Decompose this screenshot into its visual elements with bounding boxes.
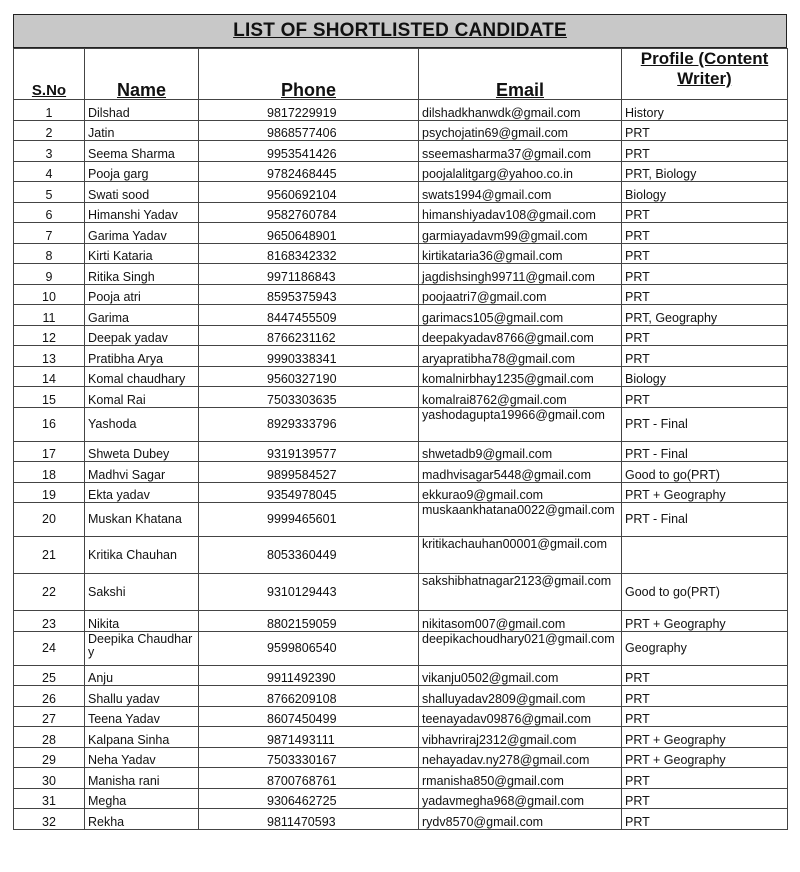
cell-phone: 8766231162 — [199, 325, 419, 346]
cell-sno: 19 — [14, 482, 85, 503]
cell-name: Pratibha Arya — [85, 346, 199, 367]
cell-sno: 17 — [14, 441, 85, 462]
cell-name: Garima — [85, 305, 199, 326]
cell-phone: 9560692104 — [199, 182, 419, 203]
cell-email: garmiayadavm99@gmail.com — [419, 223, 622, 244]
cell-phone: 9354978045 — [199, 482, 419, 503]
cell-profile: PRT + Geography — [622, 747, 788, 768]
cell-name: Deepika Chaudhary — [85, 631, 199, 665]
cell-email: nikitasom007@gmail.com — [419, 611, 622, 632]
cell-sno: 12 — [14, 325, 85, 346]
table-row — [14, 120, 788, 141]
cell-profile: PRT — [622, 243, 788, 264]
cell-profile: PRT + Geography — [622, 482, 788, 503]
cell-email: komalnirbhay1235@gmail.com — [419, 366, 622, 387]
cell-email: deepakyadav8766@gmail.com — [419, 325, 622, 346]
cell-email: rydv8570@gmail.com — [419, 809, 622, 830]
cell-name: Shallu yadav — [85, 686, 199, 707]
table-row — [14, 727, 788, 748]
cell-email: nehayadav.ny278@gmail.com — [419, 747, 622, 768]
cell-name: Ritika Singh — [85, 264, 199, 285]
cell-name: Kritika Chauhan — [85, 537, 199, 574]
cell-sno: 25 — [14, 665, 85, 686]
cell-profile — [622, 537, 788, 574]
cell-sno: 1 — [14, 100, 85, 121]
cell-phone: 9582760784 — [199, 202, 419, 223]
cell-name: Komal chaudhary — [85, 366, 199, 387]
cell-profile: PRT — [622, 686, 788, 707]
cell-name: Megha — [85, 788, 199, 809]
cell-phone: 9650648901 — [199, 223, 419, 244]
cell-name: Ekta yadav — [85, 482, 199, 503]
cell-profile: PRT — [622, 706, 788, 727]
cell-profile: PRT — [622, 202, 788, 223]
cell-sno: 24 — [14, 631, 85, 665]
cell-profile: PRT + Geography — [622, 611, 788, 632]
cell-phone: 9306462725 — [199, 788, 419, 809]
table-row — [14, 482, 788, 503]
table-row — [14, 665, 788, 686]
cell-email: shwetadb9@gmail.com — [419, 441, 622, 462]
table-row — [14, 747, 788, 768]
cell-phone: 9310129443 — [199, 574, 419, 611]
cell-sno: 5 — [14, 182, 85, 203]
cell-phone: 8700768761 — [199, 768, 419, 789]
cell-name: Yashoda — [85, 407, 199, 441]
cell-email: muskaankhatana0022@gmail.com — [419, 503, 622, 537]
header-email: Email — [419, 49, 622, 100]
cell-email: sseemasharma37@gmail.com — [419, 141, 622, 162]
table-row — [14, 100, 788, 121]
cell-profile: PRT — [622, 223, 788, 244]
cell-name: Pooja atri — [85, 284, 199, 305]
cell-email: madhvisagar5448@gmail.com — [419, 462, 622, 483]
cell-profile: PRT — [622, 120, 788, 141]
table-row — [14, 686, 788, 707]
cell-phone: 9599806540 — [199, 631, 419, 665]
cell-profile: Geography — [622, 631, 788, 665]
cell-email: psychojatin69@gmail.com — [419, 120, 622, 141]
table-row — [14, 611, 788, 632]
table-row — [14, 441, 788, 462]
table-row — [14, 161, 788, 182]
table-row — [14, 503, 788, 537]
cell-name: Manisha rani — [85, 768, 199, 789]
cell-name: Kirti Kataria — [85, 243, 199, 264]
cell-sno: 27 — [14, 706, 85, 727]
cell-phone: 8447455509 — [199, 305, 419, 326]
cell-phone: 9999465601 — [199, 503, 419, 537]
candidate-table — [13, 48, 788, 830]
cell-name: Neha Yadav — [85, 747, 199, 768]
table-row — [14, 366, 788, 387]
cell-phone: 9990338341 — [199, 346, 419, 367]
cell-name: Himanshi Yadav — [85, 202, 199, 223]
cell-email: sakshibhatnagar2123@gmail.com — [419, 574, 622, 611]
cell-phone: 9868577406 — [199, 120, 419, 141]
cell-phone: 9782468445 — [199, 161, 419, 182]
table-row — [14, 141, 788, 162]
cell-sno: 6 — [14, 202, 85, 223]
cell-sno: 3 — [14, 141, 85, 162]
cell-name: Sakshi — [85, 574, 199, 611]
cell-sno: 29 — [14, 747, 85, 768]
cell-phone: 9817229919 — [199, 100, 419, 121]
cell-sno: 26 — [14, 686, 85, 707]
cell-profile: PRT — [622, 788, 788, 809]
cell-sno: 10 — [14, 284, 85, 305]
cell-email: yadavmegha968@gmail.com — [419, 788, 622, 809]
cell-sno: 16 — [14, 407, 85, 441]
cell-email: komalrai8762@gmail.com — [419, 387, 622, 408]
cell-sno: 2 — [14, 120, 85, 141]
cell-email: garimacs105@gmail.com — [419, 305, 622, 326]
cell-name: Muskan Khatana — [85, 503, 199, 537]
table-row — [14, 407, 788, 441]
cell-email: vibhavriraj2312@gmail.com — [419, 727, 622, 748]
cell-profile: Good to go(PRT) — [622, 574, 788, 611]
cell-sno: 15 — [14, 387, 85, 408]
header-name: Name — [85, 49, 199, 100]
cell-profile: Biology — [622, 182, 788, 203]
cell-email: poojaatri7@gmail.com — [419, 284, 622, 305]
cell-phone: 9560327190 — [199, 366, 419, 387]
cell-name: Seema Sharma — [85, 141, 199, 162]
cell-phone: 9871493111 — [199, 727, 419, 748]
cell-phone: 9319139577 — [199, 441, 419, 462]
cell-profile: PRT — [622, 346, 788, 367]
cell-profile: Biology — [622, 366, 788, 387]
cell-sno: 28 — [14, 727, 85, 748]
cell-name: Madhvi Sagar — [85, 462, 199, 483]
table-row — [14, 305, 788, 326]
cell-phone: 8766209108 — [199, 686, 419, 707]
cell-name: Garima Yadav — [85, 223, 199, 244]
page-title: LIST OF SHORTLISTED CANDIDATE — [13, 14, 787, 48]
cell-sno: 22 — [14, 574, 85, 611]
cell-email: teenayadav09876@gmail.com — [419, 706, 622, 727]
cell-email: shalluyadav2809@gmail.com — [419, 686, 622, 707]
cell-email: vikanju0502@gmail.com — [419, 665, 622, 686]
cell-sno: 4 — [14, 161, 85, 182]
table-row — [14, 768, 788, 789]
cell-name: Anju — [85, 665, 199, 686]
cell-email: deepikachoudhary021@gmail.com — [419, 631, 622, 665]
cell-phone: 9811470593 — [199, 809, 419, 830]
cell-sno: 18 — [14, 462, 85, 483]
cell-profile: PRT — [622, 809, 788, 830]
cell-name: Deepak yadav — [85, 325, 199, 346]
cell-phone: 7503330167 — [199, 747, 419, 768]
table-row — [14, 284, 788, 305]
cell-email: aryapratibha78@gmail.com — [419, 346, 622, 367]
cell-phone: 9899584527 — [199, 462, 419, 483]
header-sno: S.No — [14, 49, 85, 100]
header-row — [14, 49, 788, 100]
cell-phone: 7503303635 — [199, 387, 419, 408]
cell-email: kritikachauhan00001@gmail.com — [419, 537, 622, 574]
cell-name: Jatin — [85, 120, 199, 141]
cell-sno: 14 — [14, 366, 85, 387]
cell-name: Dilshad — [85, 100, 199, 121]
cell-profile: PRT — [622, 325, 788, 346]
cell-email: kirtikataria36@gmail.com — [419, 243, 622, 264]
table-row — [14, 202, 788, 223]
cell-phone: 8168342332 — [199, 243, 419, 264]
cell-profile: PRT - Final — [622, 407, 788, 441]
cell-name: Kalpana Sinha — [85, 727, 199, 748]
table-row — [14, 264, 788, 285]
cell-phone: 8607450499 — [199, 706, 419, 727]
cell-phone: 9953541426 — [199, 141, 419, 162]
cell-phone: 8802159059 — [199, 611, 419, 632]
cell-profile: PRT — [622, 264, 788, 285]
table-body — [14, 100, 788, 830]
table-row — [14, 809, 788, 830]
header-phone: Phone — [199, 49, 419, 100]
cell-phone: 9911492390 — [199, 665, 419, 686]
cell-email: poojalalitgarg@yahoo.co.in — [419, 161, 622, 182]
cell-sno: 31 — [14, 788, 85, 809]
cell-email: himanshiyadav108@gmail.com — [419, 202, 622, 223]
cell-sno: 30 — [14, 768, 85, 789]
cell-profile: PRT — [622, 387, 788, 408]
cell-sno: 9 — [14, 264, 85, 285]
cell-sno: 23 — [14, 611, 85, 632]
cell-profile: History — [622, 100, 788, 121]
cell-name: Komal Rai — [85, 387, 199, 408]
cell-sno: 7 — [14, 223, 85, 244]
cell-profile: PRT — [622, 665, 788, 686]
cell-email: rmanisha850@gmail.com — [419, 768, 622, 789]
table-row — [14, 574, 788, 611]
table-row — [14, 223, 788, 244]
cell-profile: PRT, Biology — [622, 161, 788, 182]
cell-name: Rekha — [85, 809, 199, 830]
cell-name: Shweta Dubey — [85, 441, 199, 462]
cell-email: ekkurao9@gmail.com — [419, 482, 622, 503]
cell-email: dilshadkhanwdk@gmail.com — [419, 100, 622, 121]
cell-name: Teena Yadav — [85, 706, 199, 727]
cell-sno: 8 — [14, 243, 85, 264]
cell-phone: 8595375943 — [199, 284, 419, 305]
table-row — [14, 243, 788, 264]
cell-profile: PRT, Geography — [622, 305, 788, 326]
cell-name: Pooja garg — [85, 161, 199, 182]
cell-sno: 32 — [14, 809, 85, 830]
table-row — [14, 537, 788, 574]
cell-name: Swati sood — [85, 182, 199, 203]
cell-email: yashodagupta19966@gmail.com — [419, 407, 622, 441]
table-row — [14, 325, 788, 346]
cell-profile: PRT — [622, 768, 788, 789]
cell-sno: 20 — [14, 503, 85, 537]
cell-profile: PRT - Final — [622, 441, 788, 462]
table-row — [14, 462, 788, 483]
table-row — [14, 706, 788, 727]
candidate-sheet — [13, 14, 787, 830]
cell-profile: PRT — [622, 284, 788, 305]
cell-profile: PRT + Geography — [622, 727, 788, 748]
table-row — [14, 346, 788, 367]
cell-profile: Good to go(PRT) — [622, 462, 788, 483]
cell-phone: 8929333796 — [199, 407, 419, 441]
cell-sno: 21 — [14, 537, 85, 574]
cell-name: Nikita — [85, 611, 199, 632]
cell-sno: 13 — [14, 346, 85, 367]
cell-profile: PRT - Final — [622, 503, 788, 537]
header-profile: Profile (Content Writer) — [622, 49, 788, 100]
cell-sno: 11 — [14, 305, 85, 326]
cell-email: jagdishsingh99711@gmail.com — [419, 264, 622, 285]
table-row — [14, 182, 788, 203]
table-row — [14, 387, 788, 408]
table-row — [14, 788, 788, 809]
cell-email: swats1994@gmail.com — [419, 182, 622, 203]
table-row — [14, 631, 788, 665]
cell-phone: 9971186843 — [199, 264, 419, 285]
cell-phone: 8053360449 — [199, 537, 419, 574]
cell-profile: PRT — [622, 141, 788, 162]
